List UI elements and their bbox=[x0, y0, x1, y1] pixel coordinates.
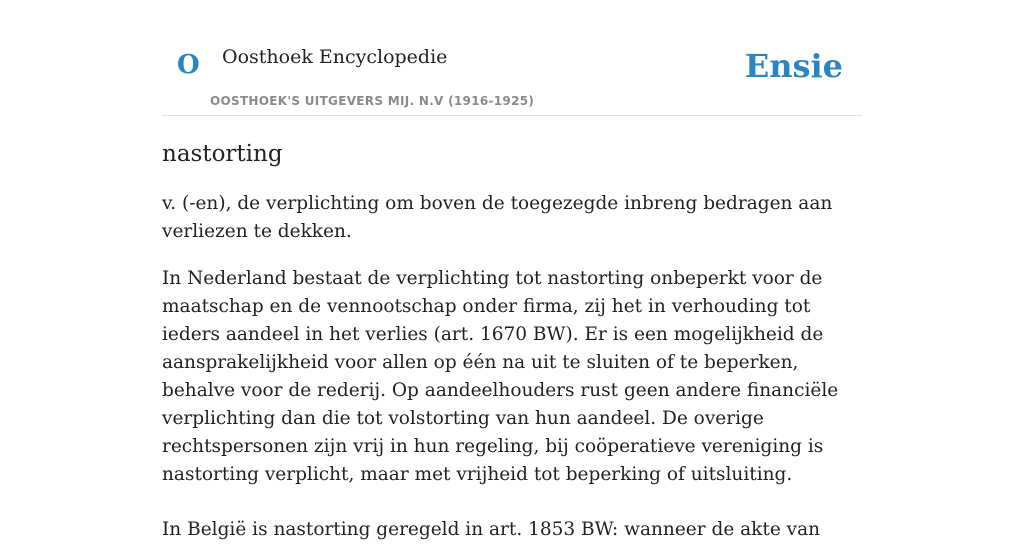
page-container bbox=[162, 0, 862, 544]
article-paragraph: In Nederland bestaat de verplichting tot nastorting onbeperkt voor de maatschap en de vennootschap onder firma, zij het in verhouding tot ieders aandeel in het verlies (art. 1670 BW). Er is een mogelijkheid de aansprakelijkheid voor allen op één na uit te sluiten of te beperken, behalve voor de rederij. Op aandeelhouders rust geen andere financiële verplichting dan die tot volstorting van hun aandeel. De overige rechtspersonen zijn vrij in hun regeling, bij coöperatieve vereniging is nastorting verplicht, maar met vrijheid tot beperking of uitsluiting. bbox=[162, 267, 839, 485]
source-title-link[interactable]: Oosthoek Encyclopedie bbox=[222, 46, 448, 68]
article-paragraph: v. (-en), de verplichting om boven de toegezegde inbreng bedragen aan verliezen te dekken. bbox=[162, 192, 833, 242]
source-subtitle: OOSTHOEK'S UITGEVERS MIJ. N.V (1916-1925) bbox=[210, 94, 535, 108]
article-headword: nastorting bbox=[162, 141, 283, 167]
article-paragraph: In België is nastorting geregeld in art. 1853 BW: wanneer de akte van bbox=[162, 518, 821, 540]
ensie-logo-link[interactable]: Ensie bbox=[744, 47, 843, 85]
article bbox=[162, 140, 862, 544]
source-logo-icon[interactable]: O bbox=[177, 50, 200, 80]
site-header bbox=[162, 0, 862, 116]
